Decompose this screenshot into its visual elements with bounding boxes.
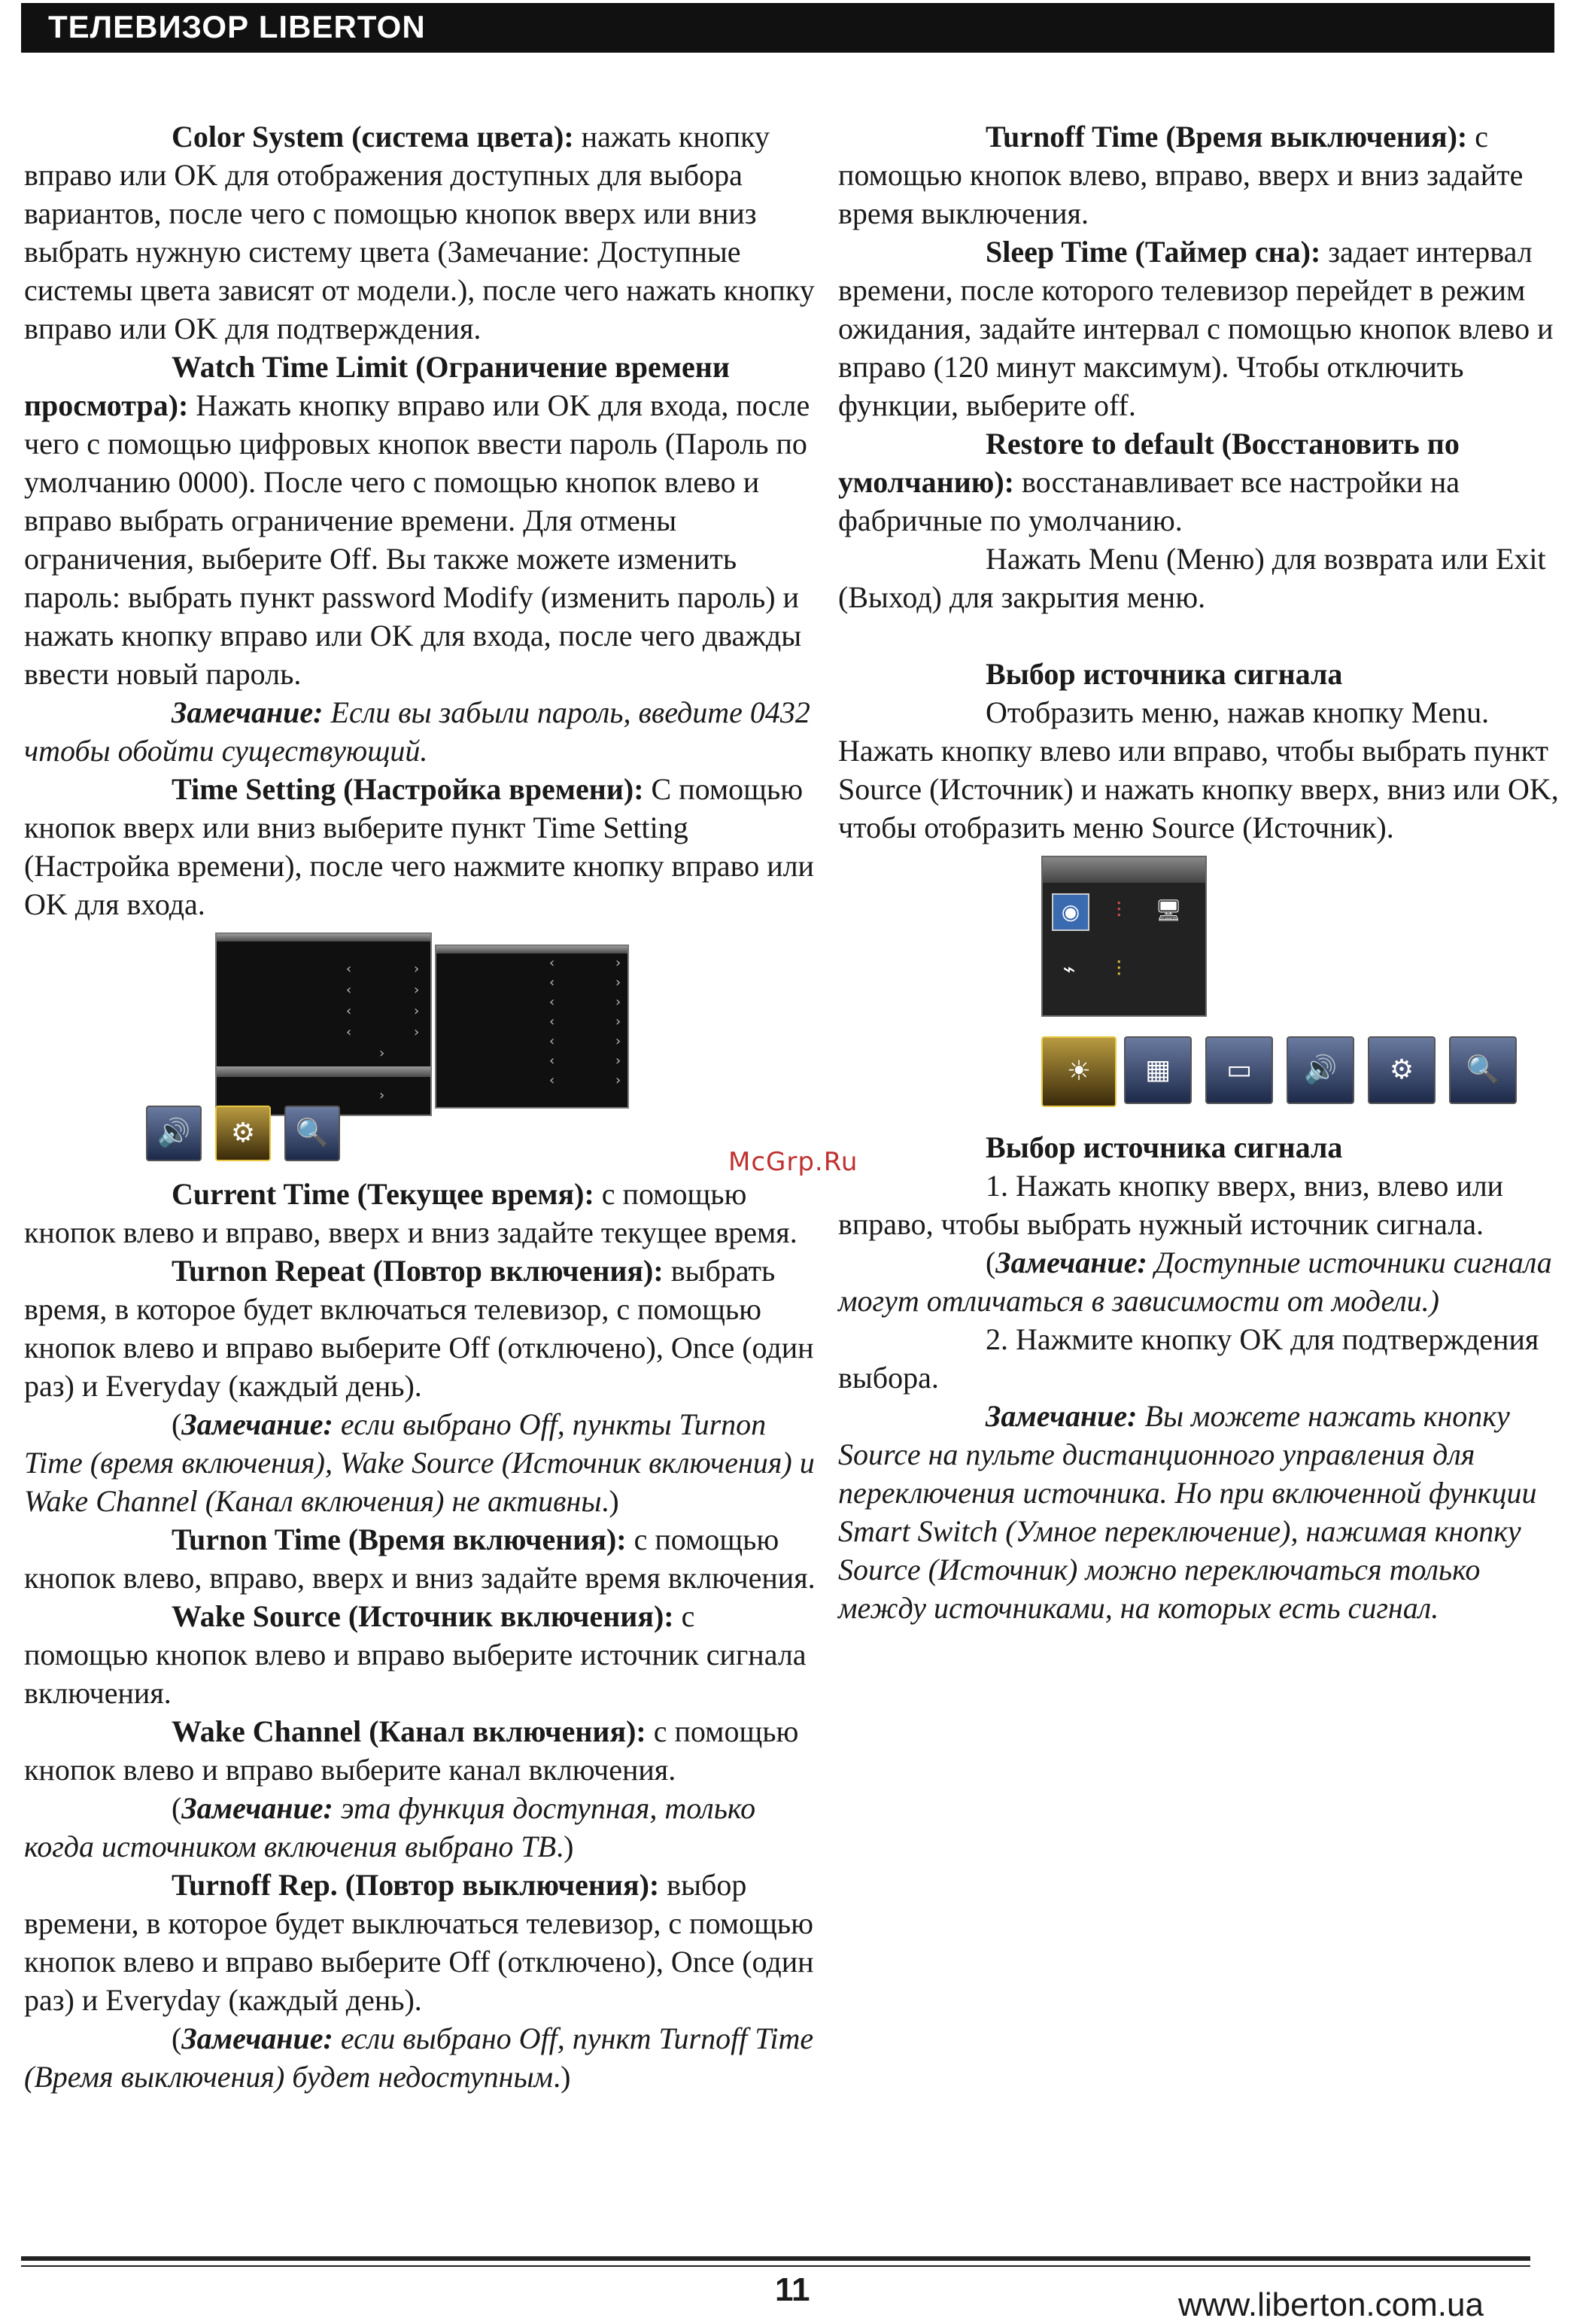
- right-arrow-icon: ›: [615, 1072, 621, 1088]
- right-arrow-icon: ›: [615, 975, 621, 990]
- step-2: 2. Нажмите кнопку OK для подтверждения выбора.: [838, 1322, 1539, 1395]
- term-current-time: Current Time (Текущее время):: [172, 1177, 594, 1211]
- magnifier-icon: 🔍: [284, 1106, 340, 1161]
- text-watch-time-limit: Нажать кнопку вправо или OK для входа, после чего с помощью цифровых кнопок ввести пароль (Пароль по умолчанию 0000). После чего с помощью кнопок влево и вправо выбрать ограничение времени. Для отмены ограничения, выберите Off. Вы также можете изменить пароль: выбрать пункт password Modify (изменить пароль) и нажать кнопку вправо или OK для входа, после чего дважды ввести новый пароль.: [24, 388, 810, 691]
- term-color-system: Color System (система цвета):: [172, 120, 574, 154]
- term-sleep-time: Sleep Time (Таймер сна):: [986, 235, 1321, 269]
- screen-icon: ▭: [1205, 1036, 1273, 1104]
- tv-icon: ◉: [1052, 893, 1089, 931]
- paragraph-turnon-time: [24, 1520, 823, 1597]
- av-icon: ⫶: [1116, 957, 1122, 981]
- hdmi-icon: ⌁: [1062, 957, 1076, 981]
- left-arrow-icon: ‹: [549, 994, 555, 1010]
- left-arrow-icon: ‹: [549, 1033, 555, 1049]
- step-1: 1. Нажать кнопку вверх, вниз, влево или вправо, чтобы выбрать нужный источник сигнала.: [838, 1169, 1504, 1241]
- note-text: если выбрано Off, пункты Turnon Time (время включения), Wake Source (Источник включения) и Wake Channel (Канал включения) не активны: [24, 1407, 815, 1518]
- section-heading-source-2: Выбор источника сигнала: [986, 1130, 1343, 1164]
- term-turnoff-time: Turnoff Time (Время выключения):: [986, 120, 1468, 154]
- text-current-time: с помощью кнопок влево и вправо, вверх и вниз задайте текущее время.: [24, 1177, 798, 1249]
- left-column: [24, 117, 823, 2096]
- note-text: Вы можете нажать кнопку Source на пульте дистанционного управления для переключения источника. Но при включенной функции Smart Switch (Умное переключение), нажимая кнопку Source (Источник) можно переключаться только между источниками, на которых есть сигнал.: [838, 1399, 1537, 1625]
- term-turnon-time: Turnon Time (Время включения):: [172, 1522, 627, 1556]
- speaker-icon: 🔊: [146, 1106, 202, 1161]
- term-turnoff-rep: Turnoff Rep. (Повтор выключения):: [172, 1868, 660, 1902]
- note-text: если выбрано Off, пункт Turnoff Time (Время выключения) будет недоступным: [24, 2021, 814, 2094]
- component-icon: ⫶: [1116, 898, 1122, 923]
- source-menu-panel: [1041, 856, 1207, 1017]
- paragraph-turnoff-rep: [24, 1866, 823, 2019]
- paragraph-menu-exit: Нажать Menu (Меню) для возврата или Exit (Выход) для закрытия меню.: [838, 542, 1546, 614]
- left-arrow-icon: ‹: [549, 1014, 555, 1030]
- channel-icon: ▦: [1124, 1036, 1192, 1104]
- picture-icon: ☀: [1041, 1036, 1117, 1107]
- term-watch-time-limit: Watch Time Limit (Ограничение времени просмотра):: [24, 350, 730, 422]
- right-arrow-icon: ›: [414, 961, 420, 977]
- footer-rule-thin: [21, 2265, 1530, 2267]
- paragraph-turnoff-time: [838, 117, 1575, 233]
- website-link[interactable]: www.liberton.com.ua: [1178, 2286, 1484, 2323]
- note-turnoff-rep: [24, 2019, 823, 2096]
- magnifier-icon: 🔍: [1449, 1036, 1517, 1104]
- note-open-paren: (: [172, 2021, 182, 2055]
- term-turnon-repeat: Turnon Repeat (Повтор включения):: [172, 1254, 664, 1288]
- term-restore-default: Restore to default (Восстановить по умолчанию):: [838, 427, 1460, 499]
- note-turnon-repeat: [24, 1405, 823, 1520]
- paragraph-wake-channel: [24, 1712, 823, 1789]
- note-sources-vary: [838, 1243, 1575, 1320]
- text-sleep-time: задает интервал времени, после которого телевизор перейдет в режим ожидания, задайте интервал с помощью кнопок влево и вправо (120 минут максимум). Чтобы отключить функции, выберите off.: [838, 235, 1554, 422]
- header-title: ТЕЛЕВИЗОР LIBERTON: [48, 9, 426, 44]
- note-label: Замечание:: [995, 1246, 1147, 1279]
- right-arrow-icon: ›: [414, 1003, 420, 1019]
- term-wake-channel: Wake Channel (Канал включения):: [172, 1714, 646, 1748]
- text-wake-channel: с помощью кнопок влево и вправо выберите канал включения.: [24, 1714, 799, 1787]
- paragraph-source-intro: Отобразить меню, нажав кнопку Menu. Нажать кнопку влево или вправо, чтобы выбрать пункт Source (Источник) и нажать кнопку вверх, вниз или OK, чтобы отобразить меню Source (Источник).: [838, 695, 1559, 844]
- text-turnon-time: с помощью кнопок влево, вправо, вверх и вниз задайте время включения.: [24, 1522, 816, 1595]
- pc-icon: 🖥: [1155, 898, 1182, 923]
- note-label: Замечание:: [181, 1407, 333, 1441]
- text-turnon-repeat: выбрать время, в которое будет включаться телевизор, с помощью кнопок влево и вправо выберите Off (отключено), Once (один раз) и Everyday (каждый день).: [24, 1254, 814, 1403]
- note-open-paren: (: [986, 1246, 996, 1279]
- right-arrow-icon: ›: [414, 982, 420, 998]
- left-arrow-icon: ‹: [346, 961, 352, 977]
- right-arrow-icon: ›: [379, 1045, 385, 1061]
- note-open-paren: (: [172, 1407, 182, 1441]
- right-arrow-icon: ›: [615, 1053, 621, 1069]
- note-label: Замечание:: [181, 2021, 333, 2055]
- paragraph-current-time: [24, 1175, 823, 1252]
- section-heading-source: Выбор источника сигнала: [986, 657, 1343, 691]
- note-password: [24, 693, 823, 770]
- text-time-setting: С помощью кнопок вверх или вниз выберите пункт Time Setting (Настройка времени), после чего нажмите кнопку вправо или OK для входа.: [24, 772, 814, 921]
- note-text: Доступные источники сигнала могут отличаться в зависимости от модели.): [838, 1246, 1552, 1318]
- source-menu-screenshot: [1041, 856, 1553, 1119]
- left-arrow-icon: ‹: [549, 955, 555, 971]
- paragraph-time-setting: [24, 770, 823, 923]
- note-text: Если вы забыли пароль, введите 0432 чтобы обойти существующий.: [24, 695, 810, 768]
- left-arrow-icon: ‹: [549, 975, 555, 990]
- left-arrow-icon: ‹: [549, 1053, 555, 1069]
- left-arrow-icon: ‹: [549, 1072, 555, 1088]
- right-arrow-icon: ›: [615, 1033, 621, 1049]
- gear-icon: ⚙: [215, 1106, 271, 1161]
- right-arrow-icon: ›: [414, 1024, 420, 1040]
- left-arrow-icon: ‹: [346, 982, 352, 998]
- note-close-paren: .): [553, 2060, 571, 2094]
- note-label: Замечание:: [986, 1399, 1138, 1433]
- text-turnoff-rep: выбор времени, в которое будет выключаться телевизор, с помощью кнопок влево и вправо выберите Off (отключено), Once (один раз) и Everyday (каждый день).: [24, 1868, 814, 2017]
- right-arrow-icon: ›: [615, 994, 621, 1010]
- paragraph-turnon-repeat: [24, 1252, 823, 1405]
- note-close-paren: .): [556, 1830, 574, 1863]
- note-wake-channel: [24, 1789, 823, 1866]
- paragraph-watch-time-limit: [24, 348, 823, 693]
- watermark: McGrp.Ru: [728, 1147, 858, 1177]
- right-arrow-icon: ›: [615, 1014, 621, 1030]
- paragraph-restore-default: [838, 424, 1575, 540]
- left-arrow-icon: ‹: [346, 1024, 352, 1040]
- right-arrow-icon: ›: [615, 955, 621, 971]
- text-restore-default: восстанавливает все настройки на фабричные по умолчанию.: [838, 465, 1460, 537]
- right-arrow-icon: ›: [379, 1087, 385, 1103]
- footer-rule-thick: [21, 2256, 1530, 2261]
- text-color-system: нажать кнопку вправо или OK для отображения доступных для выбора вариантов, после чего с помощью кнопок вверх или вниз выбрать нужную систему цвета (Замечание: Доступные системы цвета зависят от модели.), после чего нажать кнопку вправо или OK для подтверждения.: [24, 120, 815, 345]
- note-close-paren: .): [601, 1484, 619, 1518]
- left-arrow-icon: ‹: [346, 1003, 352, 1019]
- text-wake-source: с помощью кнопок влево и вправо выберите источник сигнала включения.: [24, 1599, 807, 1710]
- note-text: эта функция доступная, только когда источником включения выбрано ТВ: [24, 1791, 756, 1863]
- text-turnoff-time: с помощью кнопок влево, вправо, вверх и вниз задайте время выключения.: [838, 120, 1524, 230]
- note-open-paren: (: [172, 1791, 182, 1825]
- note-label: Замечание:: [172, 695, 324, 729]
- speaker-icon: 🔊: [1287, 1036, 1354, 1104]
- paragraph-color-system: [24, 117, 823, 348]
- page-number: 11: [775, 2271, 810, 2308]
- paragraph-wake-source: [24, 1597, 823, 1712]
- paragraph-sleep-time: [838, 233, 1575, 424]
- time-submenu-panel: [435, 945, 629, 1109]
- right-column: [838, 117, 1575, 1627]
- note-source-button: [838, 1397, 1575, 1627]
- term-time-setting: Time Setting (Настройка времени):: [172, 772, 644, 806]
- term-wake-source: Wake Source (Источник включения):: [172, 1599, 674, 1633]
- time-menu-screenshot: [122, 932, 621, 1166]
- page-header: [21, 3, 1554, 53]
- note-label: Замечание:: [181, 1791, 333, 1825]
- time-menu-panel: [215, 932, 432, 1116]
- gear-icon: ⚙: [1368, 1036, 1436, 1104]
